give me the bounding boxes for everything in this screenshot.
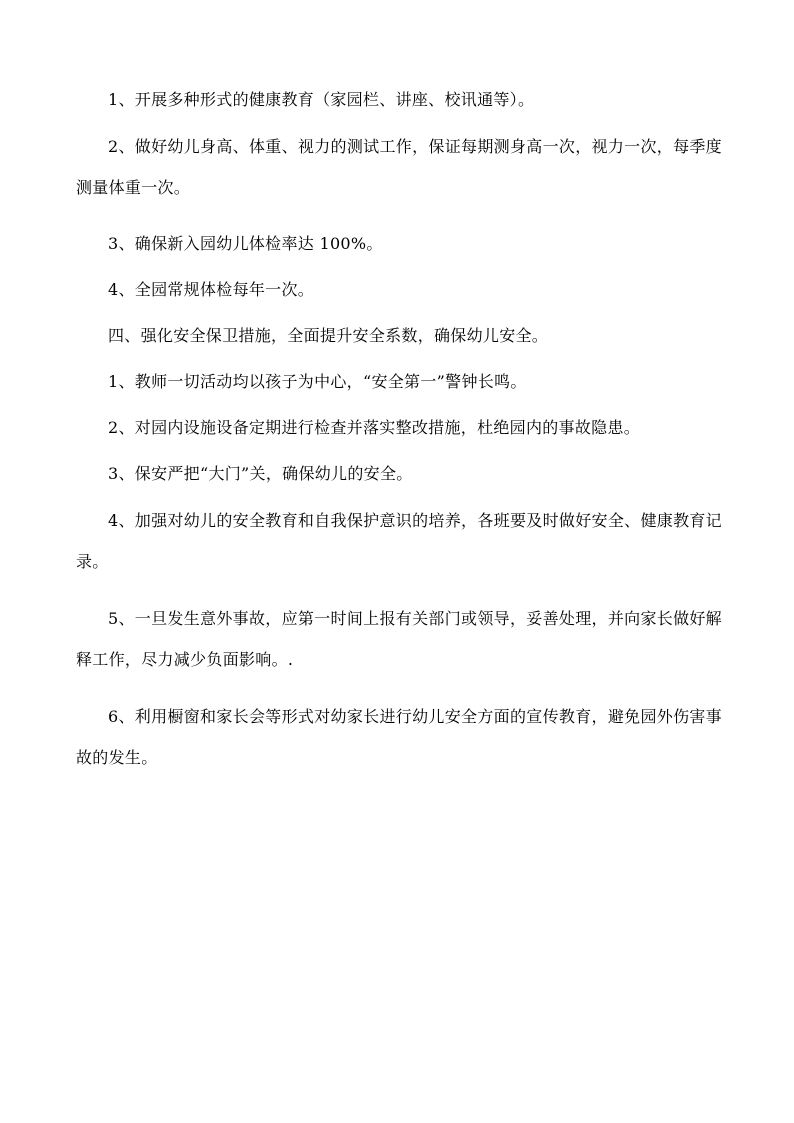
paragraph-annual-checkup: 4、全园常规体检每年一次。 — [108, 280, 315, 299]
paragraph-teacher-safety: 1、教师一切活动均以孩子为中心，“安全第一”警钟长鸣。 — [108, 372, 527, 391]
paragraph-safety-education: 4、加强对幼儿的安全教育和自我保护意识的培养，各班要及时做好安全、健康教育记录。 — [76, 511, 722, 571]
paragraph-physical-tests: 2、做好幼儿身高、体重、视力的测试工作，保证每期测身高一次，视力一次，每季度测量体重一次。 — [76, 137, 722, 197]
paragraph-security-gate: 3、保安严把“大门”关，确保幼儿的安全。 — [108, 464, 413, 483]
document-body — [76, 80, 722, 794]
paragraph-accident-handling: 5、一旦发生意外事故，应第一时间上报有关部门或领导，妥善处理，并向家长做好解释工作，尽力减少负面影响。. — [76, 609, 722, 669]
section-heading-safety: 四、强化安全保卫措施，全面提升安全系数，确保幼儿安全。 — [108, 326, 549, 345]
paragraph-checkup-rate: 3、确保新入园幼儿体检率达 100%。 — [108, 234, 383, 253]
paragraph-facility-inspection: 2、对园内设施设备定期进行检查并落实整改措施，杜绝园内的事故隐患。 — [108, 418, 641, 437]
paragraph-health-education: 1、开展多种形式的健康教育（家园栏、讲座、校讯通等）。 — [108, 90, 535, 109]
paragraph-parent-outreach: 6、利用橱窗和家长会等形式对幼家长进行幼儿安全方面的宣传教育，避免园外伤害事故的发生。 — [76, 707, 722, 767]
